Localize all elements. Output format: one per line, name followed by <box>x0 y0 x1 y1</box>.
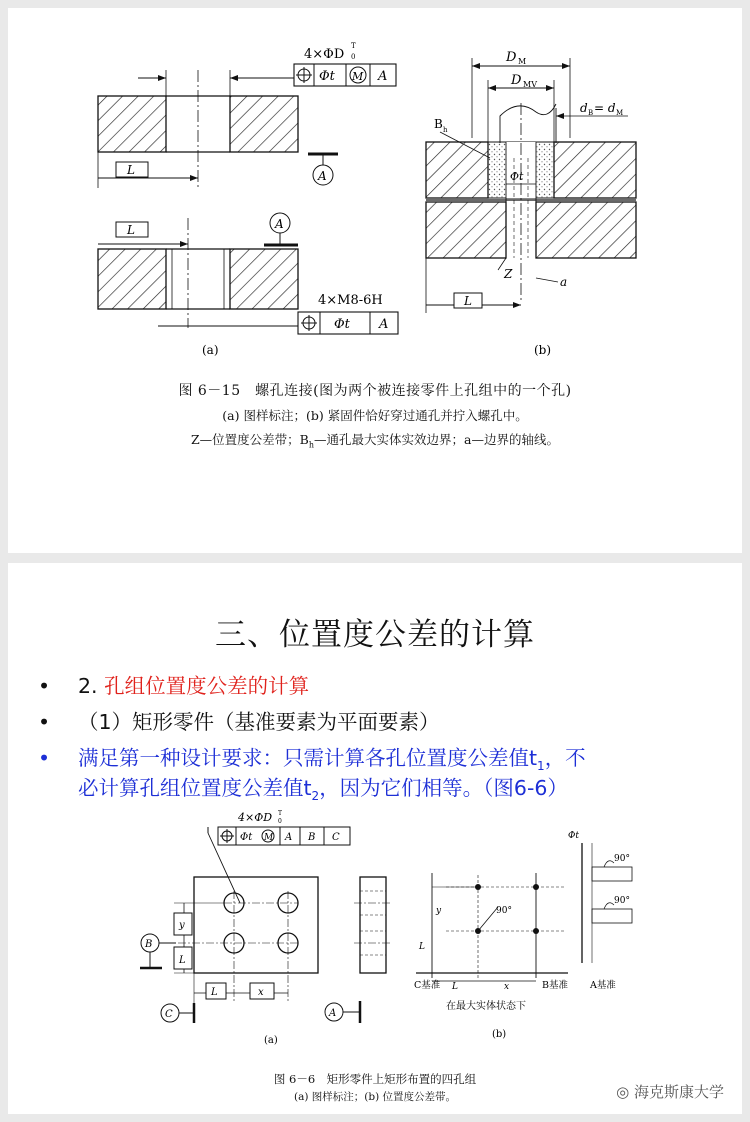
fig-6-6-b-note: 在最大实体状态下 <box>446 1001 526 1012</box>
fig-6-6-b-angle-bottom: 90° <box>614 896 630 906</box>
caption-line3-part1: Z—位置度公差带；B <box>191 432 309 447</box>
fig-6-6-a-cell-mmc: M <box>264 833 274 843</box>
fig-6-6-a-cell-B: B <box>308 832 316 843</box>
slide-title: 三、位置度公差的计算 <box>215 617 535 653</box>
bullet-dot-icon: • <box>38 746 51 770</box>
svg-text:T: T <box>351 42 356 50</box>
fig-a-lower-plate <box>98 213 298 328</box>
fig-a-top-cell-tol: Φt <box>319 69 335 84</box>
svg-text:MV: MV <box>523 80 537 89</box>
bullet-3-line2-sub: 2 <box>311 789 320 804</box>
svg-text:= d: = d <box>594 101 616 115</box>
fig-6-6-a-L1: L <box>211 987 218 998</box>
fig-6-6-a-B: B <box>145 939 153 950</box>
fig-6-6-a-subcaption: (a) <box>264 1035 278 1046</box>
svg-text:0: 0 <box>278 818 282 825</box>
watermark-text: 海克斯康大学 <box>633 1083 724 1101</box>
fig-b-Bh: B <box>434 117 443 131</box>
fig-a-bottom-cell-datum: A <box>379 317 389 332</box>
fig-6-6-b-C-datum: C基准 <box>414 980 441 991</box>
fig-6-6-a-C: C <box>165 1009 173 1020</box>
fig-a-subcaption: (a) <box>202 343 219 357</box>
fig-b-a: a <box>560 275 568 289</box>
fig-6-6-a-spec: 4×ΦD <box>238 811 273 824</box>
fig-a-upper-L: L <box>127 163 135 177</box>
fig-6-6-a-x: x <box>258 987 264 998</box>
fig-6-6-b-x: x <box>504 982 510 992</box>
fig-b-subcaption: (b) <box>534 343 552 357</box>
watermark-logo <box>616 1081 724 1102</box>
bullet-3-line2-end: ，因为它们相等。（图6-6） <box>319 776 568 800</box>
figure-6-6-caption-line2: (a) 图样标注；(b) 位置度公差带。 <box>293 1091 457 1103</box>
bullet-dot-icon: • <box>38 710 51 734</box>
figure-6-15-caption-title: 图 6－15 螺孔连接(图为两个被连接零件上孔组中的一个孔) <box>178 383 572 399</box>
bullet-3-line1: 满足第一种设计要求：只需计算各孔位置度公差值t <box>78 746 538 770</box>
slide-figure-6-15 <box>8 8 742 553</box>
fig-a-lower-datum: A <box>275 217 284 231</box>
bullet-2-text: （1）矩形零件（基准要素为平面要素） <box>78 710 440 734</box>
fig-b-DMV: D <box>511 73 522 88</box>
fig-6-6-b-L1: L <box>452 982 458 992</box>
bullet-3-line1-end: ，不 <box>544 746 586 770</box>
fig-a-top-spec: 4×ΦD <box>304 47 345 62</box>
wechat-icon: ◎ <box>616 1083 630 1101</box>
fig-6-6-a-cell-tol: Φt <box>240 832 253 843</box>
fig-b-L: L <box>464 294 472 308</box>
svg-text:h: h <box>443 126 448 134</box>
figure-6-15-caption-line3: Z—位置度公差带；$B_h—$通孔最大实体实效边界；a—边界的轴线。 <box>191 432 559 450</box>
fig-b-drawing <box>426 50 636 313</box>
fig-6-6-b-tol: Φt <box>568 831 579 841</box>
fig-6-6-b-B-datum: B基准 <box>542 980 568 991</box>
fig-b-dB: d <box>580 101 588 115</box>
figure-6-15-caption-line2: (a) 图样标注；(b) 紧固件恰好穿过通孔并拧入螺孔中。 <box>222 408 528 423</box>
svg-text:M: M <box>518 57 527 66</box>
svg-text:0: 0 <box>351 53 356 61</box>
fig-6-6-a-cell-C: C <box>332 832 340 843</box>
bullet-1-red-text: 孔组位置度公差的计算 <box>104 674 310 698</box>
bullet-1-prefix: 2. <box>78 674 105 698</box>
figure-6-6-caption-title: 图 6－6 矩形零件上矩形布置的四孔组 <box>273 1072 477 1086</box>
fig-6-6-b-zone <box>414 831 632 1040</box>
svg-text:B: B <box>588 109 594 117</box>
fig-a-upper-datum: A <box>318 169 327 183</box>
svg-text:M: M <box>616 109 624 117</box>
fig-a-lower-L: L <box>127 223 135 237</box>
fig-6-6-a-A: A <box>329 1008 337 1019</box>
fig-6-6-b-y: y <box>436 906 442 916</box>
caption-line3-part2: —通孔最大实体实效边界；a—边界的轴线。 <box>314 432 559 447</box>
fig-a-bottom-feature-control-frame <box>298 293 398 334</box>
figure-6-15-drawing <box>8 8 742 553</box>
slide-position-tolerance-calc <box>8 563 742 1114</box>
svg-text:T: T <box>278 810 283 817</box>
fig-b-Z: Z <box>504 267 513 281</box>
fig-6-6-a-L2: L <box>179 955 186 966</box>
bullet-3-line2: 必计算孔组位置度公差值t <box>78 776 312 800</box>
fig-6-6-a-frame <box>140 810 392 1046</box>
bullet-dot-icon: • <box>38 674 51 698</box>
fig-6-6-a-y: y <box>179 920 185 931</box>
fig-b-DM: D <box>506 50 517 65</box>
fig-6-6-b-L2: L <box>419 942 425 952</box>
fig-a-top-cell-datum: A <box>378 69 388 84</box>
fig-6-6-b-angle-center: 90° <box>496 906 512 916</box>
fig-6-6-b-angle-top: 90° <box>614 854 630 864</box>
fig-6-6-b-subcaption: (b) <box>492 1029 507 1040</box>
fig-a-top-feature-control-frame <box>294 42 396 86</box>
fig-6-6-a-cell-A: A <box>285 832 293 843</box>
fig-b-tol: Φt <box>510 170 524 183</box>
fig-6-6-b-A-datum: A基准 <box>590 980 616 991</box>
fig-a-bottom-spec: 4×M8-6H <box>318 293 383 308</box>
fig-a-bottom-cell-tol: Φt <box>334 317 350 332</box>
figure-6-6-drawing <box>8 803 742 1114</box>
fig-a-top-cell-mmc: M <box>352 70 364 83</box>
bullet-3-line1-sub: 1 <box>537 759 545 774</box>
fig-a-upper-dimension <box>98 152 338 188</box>
